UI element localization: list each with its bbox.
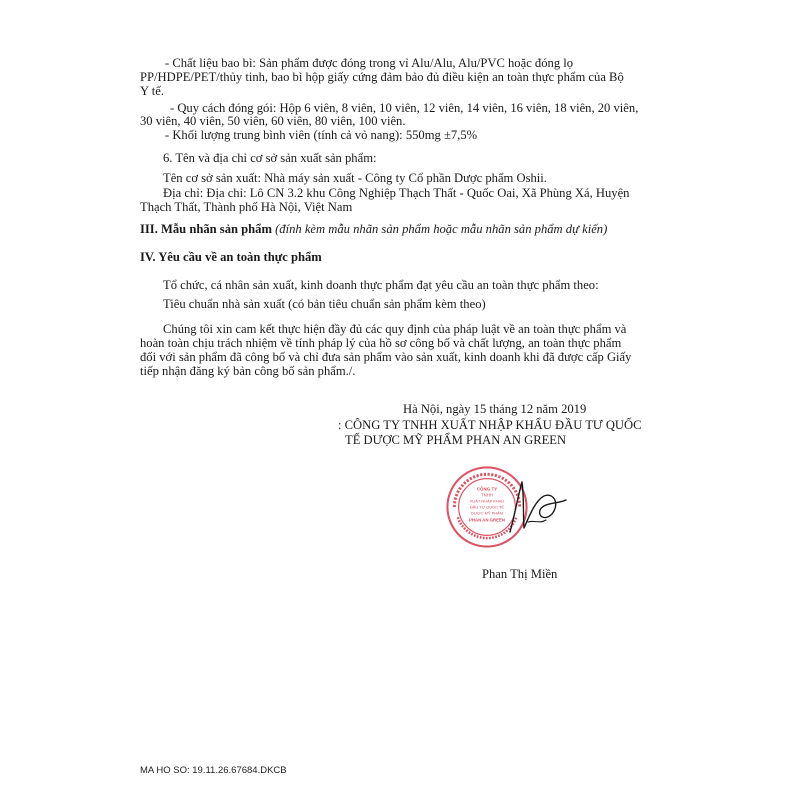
stamp-text: DƯỢC MỸ PHẨM (471, 510, 503, 516)
stamp-text: XUẤT NHẬP KHẨU (469, 498, 505, 504)
handwritten-signature (500, 474, 570, 538)
stamp-text: CÔNG TY (476, 486, 498, 492)
company-name-line2: TẾ DƯỢC MỸ PHẨM PHAN AN GREEN (345, 433, 567, 447)
section4-heading: IV. Yêu cầu về an toàn thực phẩm (140, 250, 322, 264)
section4-standard: Tiêu chuẩn nhà sản xuất (có bản tiêu chuẩn sản phẩm kèm theo) (163, 297, 486, 311)
signer-name: Phan Thị Miền (482, 567, 558, 581)
packaging-material-line: PP/HDPE/PET/thủy tinh, bao bì hộp giấy cứng đảm bảo đủ điều kiện an toàn thực phẩm của Bộ (140, 70, 624, 84)
commitment-line: tiếp nhận đăng ký bản công bố sản phẩm./. (140, 364, 356, 378)
packing-spec-line: - Quy cách đóng gói: Hộp 6 viên, 8 viên, 10 viên, 12 viên, 14 viên, 16 viên, 18 viên, 20 viên, (170, 101, 639, 115)
section3-line (140, 222, 607, 237)
packaging-material-line: - Chất liệu bao bì: Sản phẩm được đóng trong vỉ Alu/Alu, Alu/PVC hoặc đóng lọ (165, 56, 574, 70)
section3-note: (đính kèm mẫu nhãn sản phẩm hoặc mẫu nhãn sản phẩm dự kiến) (275, 222, 608, 236)
commitment-line: đối với sản phẩm đã công bố và chỉ đưa sản phẩm vào sản xuất, kinh doanh khi đã được cấp Giấy (140, 350, 632, 364)
company-name-line1: : CÔNG TY TNHH XUẤT NHẬP KHẨU ĐẦU TƯ QUỐC (338, 418, 642, 432)
capsule-weight-line: - Khối lượng trung bình viên (tính cả vỏ nang): 550mg ±7,5% (165, 128, 478, 142)
manufacturer-name: Tên cơ sở sản xuất: Nhà máy sản xuất - Công ty Cổ phần Dược phẩm Oshii. (163, 171, 547, 185)
manufacturer-address: Thạch Thất, Thành phố Hà Nội, Việt Nam (140, 200, 353, 214)
commitment-line: hoàn toàn chịu trách nhiệm về tính pháp lý của hồ sơ công bố và chất lượng, an toàn thực phẩm (140, 336, 622, 350)
stamp-text: ĐẦU TƯ QUỐC TẾ (469, 504, 505, 510)
manufacturer-address: Địa chỉ: Địa chỉ: Lô CN 3.2 khu Công Nghiệp Thạch Thất - Quốc Oai, Xã Phùng Xá, Huyện (163, 186, 630, 200)
packing-spec-line: 30 viên, 40 viên, 50 viên, 60 viên, 80 viên, 100 viên. (140, 114, 406, 128)
manufacturer-heading: 6. Tên và địa chỉ cơ sở sản xuất sản phẩm: (163, 151, 377, 165)
place-date: Hà Nội, ngày 15 tháng 12 năm 2019 (403, 402, 587, 416)
packaging-material-line: Y tế. (140, 84, 165, 98)
section3-heading: III. Mẫu nhãn sản phẩm (140, 222, 272, 236)
section4-requirement: Tổ chức, cá nhân sản xuất, kinh doanh thực phẩm đạt yêu cầu an toàn thực phẩm theo: (163, 278, 599, 292)
stamp-text: PHAN AN GREEN (469, 517, 505, 523)
commitment-line: Chúng tôi xin cam kết thực hiện đầy đủ các quy định của pháp luật về an toàn thực phẩm và (163, 322, 627, 336)
stamp-text: TNHH (481, 492, 493, 498)
dossier-code: MA HO SO: 19.11.26.67684.DKCB (140, 765, 287, 776)
